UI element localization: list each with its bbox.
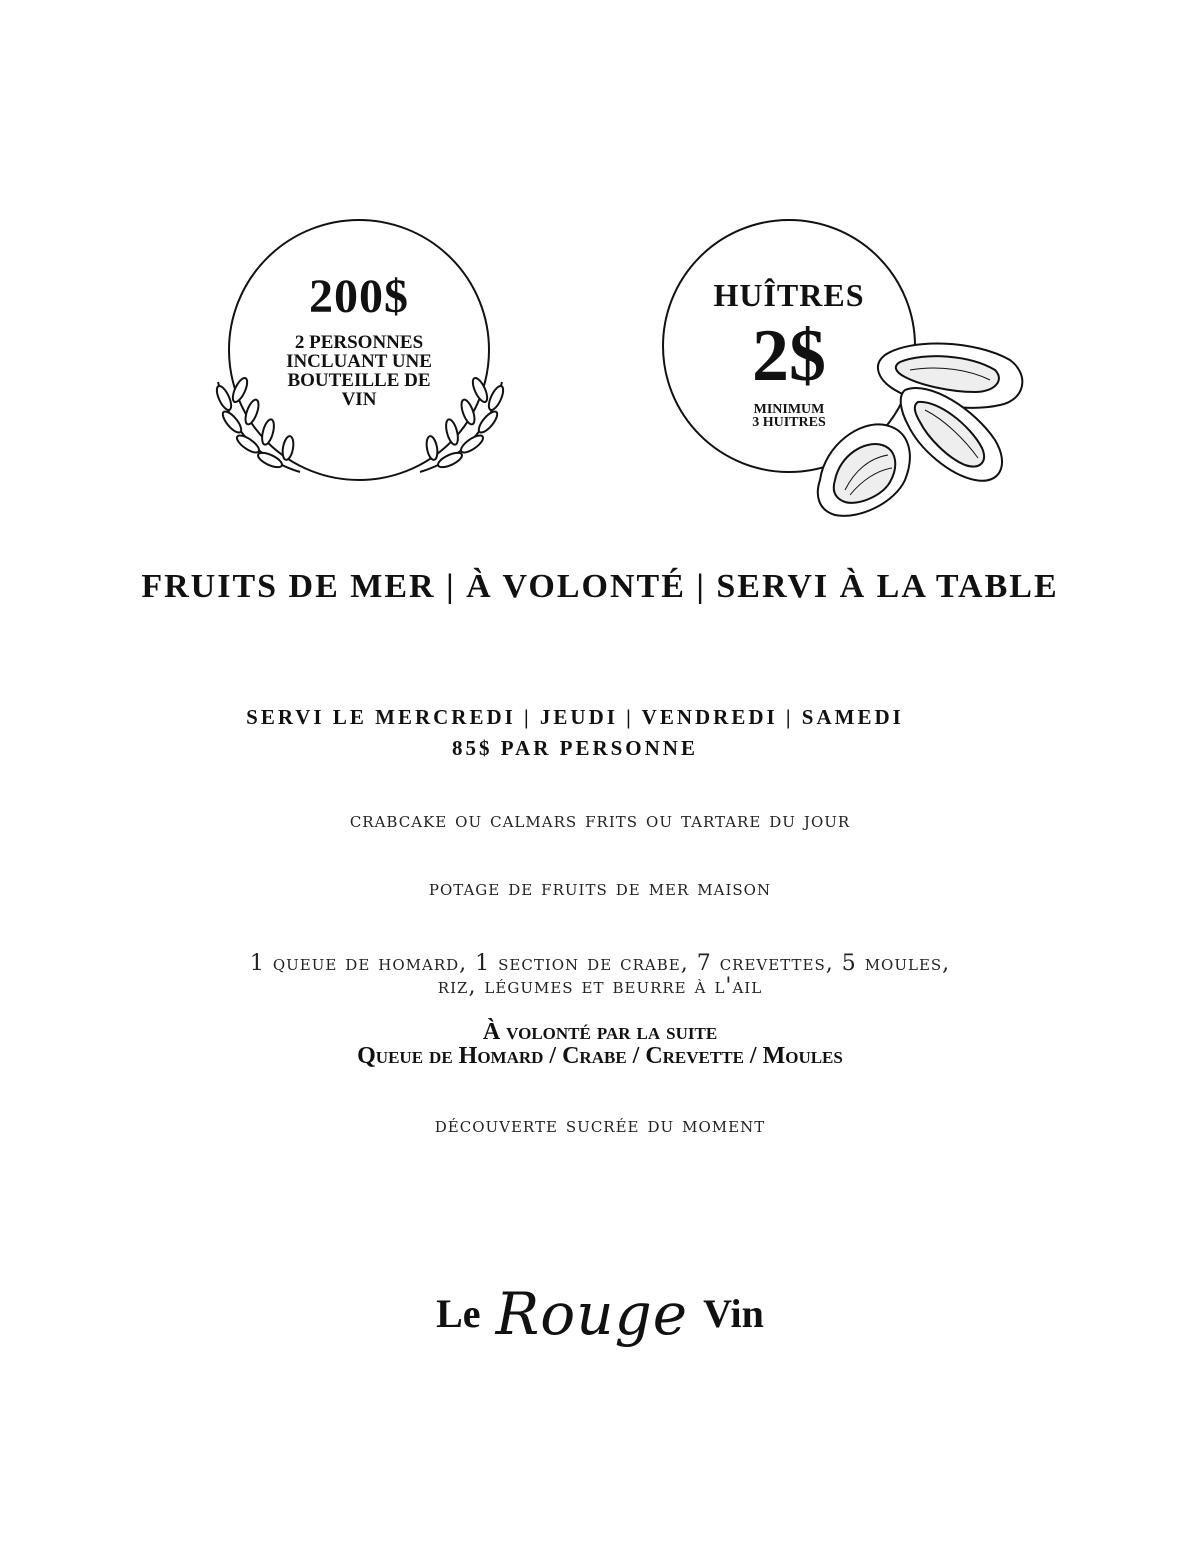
- duo-line-2: INCLUANT UNE: [286, 351, 432, 372]
- page-headline: FRUITS DE MER | À VOLONTÉ | SERVI À LA TABLE: [141, 568, 1059, 605]
- laurel-branches-icon: [210, 360, 510, 485]
- logo-rouge: Rouge: [495, 1280, 689, 1348]
- refill-title: À volonté par la suite: [482, 1019, 718, 1045]
- restaurant-logo: [0, 1280, 1200, 1348]
- course-soup: potage de fruits de mer maison: [428, 876, 772, 901]
- oyster-price: 2$: [752, 315, 826, 397]
- schedule-days: SERVI LE MERCREDI | JEUDI | VENDREDI | SAMEDI: [246, 705, 904, 729]
- logo-vin: Vin: [703, 1291, 764, 1336]
- duo-line-3: BOUTEILLE DE: [287, 370, 431, 391]
- course-main-line-1: 1 queue de homard, 1 section de crabe, 7 crevettes, 5 moules,: [249, 951, 951, 976]
- duo-line-4: VIN: [341, 389, 377, 410]
- oyster-title: HUÎTRES: [713, 277, 865, 313]
- oyster-minimum-line-1: MINIMUM: [753, 402, 825, 417]
- course-starter: crabcake ou calmars frits ou tartare du jour: [349, 808, 851, 833]
- duo-line-1: 2 PERSONNES: [294, 332, 424, 353]
- logo-le: Le: [436, 1291, 481, 1336]
- duo-price: 200$: [309, 270, 409, 323]
- course-main-line-2: riz, légumes et beurre à l'ail: [437, 974, 763, 999]
- per-person-price: 85$ PAR PERSONNE: [452, 736, 698, 760]
- oysters-illustration: [800, 330, 1040, 530]
- refill-items: Queue de Homard / Crabe / Crevette / Moules: [357, 1043, 843, 1069]
- course-dessert: découverte sucrée du moment: [434, 1113, 766, 1138]
- oyster-minimum-line-2: 3 HUITRES: [752, 415, 826, 430]
